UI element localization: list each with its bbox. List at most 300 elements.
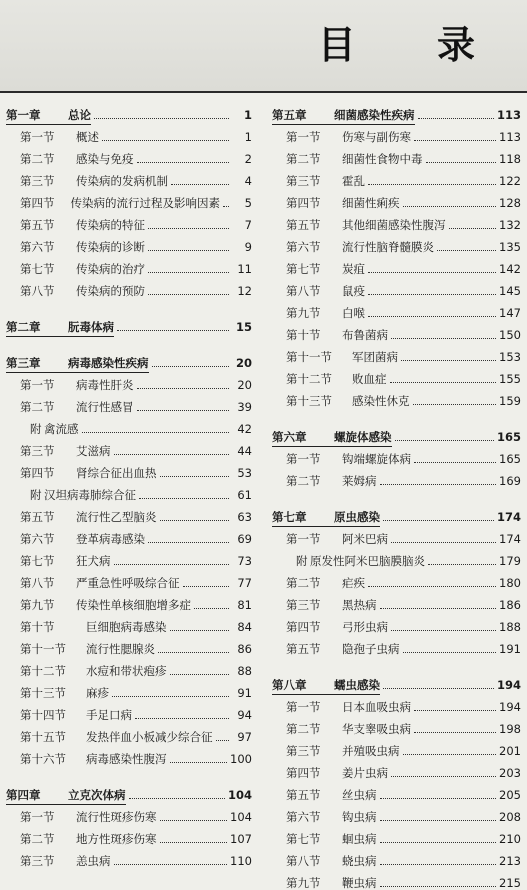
toc-entry-number: 第十五节 (20, 730, 66, 744)
toc-entry-title: 败血症 (352, 372, 387, 386)
toc-entry-page: 91 (237, 686, 252, 700)
dot-leader (114, 454, 230, 455)
toc-entry-title: 莱姆病 (342, 474, 377, 488)
toc-entry-number: 第六节 (286, 810, 321, 824)
toc-section-entry[interactable] (6, 188, 252, 210)
dot-leader (395, 440, 494, 441)
toc-section-entry[interactable] (272, 386, 521, 408)
toc-entry-title: 传染病的诊断 (76, 240, 145, 254)
toc-section-entry[interactable] (272, 824, 521, 846)
toc-entry-page: 180 (499, 576, 521, 590)
toc-entry-page: 194 (499, 700, 521, 714)
toc-entry-title: 钩虫病 (342, 810, 377, 824)
toc-entry-page: 128 (499, 196, 521, 210)
toc-section-entry[interactable] (272, 320, 521, 342)
dot-leader (183, 586, 230, 587)
toc-entry-page: 174 (499, 532, 521, 546)
toc-entry-title: 日本血吸虫病 (342, 700, 411, 714)
toc-entry-title: 麻疹 (86, 686, 109, 700)
toc-entry-title: 军团菌病 (352, 350, 398, 364)
toc-chapter-entry[interactable] (6, 100, 252, 122)
dot-leader (223, 206, 229, 207)
toc-entry-title: 立克次体病 (68, 788, 126, 802)
toc-entry-number: 第五节 (20, 218, 55, 232)
toc-entry-title: 华支睾吸虫病 (342, 722, 411, 736)
toc-entry-title: 传染病的预防 (76, 284, 145, 298)
toc-section-entry[interactable] (6, 700, 252, 722)
toc-right-column (272, 100, 521, 890)
toc-entry-number: 第三节 (20, 174, 55, 188)
toc-gap (6, 298, 252, 312)
toc-entry-title: 汉坦病毒肺综合征 (44, 488, 136, 502)
toc-entry-title: 严重急性呼吸综合征 (76, 576, 180, 590)
dot-leader (380, 864, 497, 865)
toc-entry-title: 登革病毒感染 (76, 532, 145, 546)
dot-leader (137, 388, 230, 389)
dot-leader (129, 798, 225, 799)
dot-leader (160, 820, 228, 821)
dot-leader (114, 864, 228, 865)
toc-entry-number: 第二节 (20, 152, 55, 166)
dot-leader (112, 696, 229, 697)
toc-section-entry[interactable] (6, 568, 252, 590)
toc-section-entry[interactable] (6, 436, 252, 458)
toc-entry-number: 第十一节 (286, 350, 332, 364)
toc-entry-page: 113 (496, 108, 521, 122)
toc-entry-title: 感染性休克 (352, 394, 410, 408)
dot-leader (170, 630, 230, 631)
toc-section-entry[interactable] (6, 370, 252, 392)
toc-entry-title: 流行性腮腺炎 (86, 642, 155, 656)
toc-section-entry[interactable] (272, 868, 521, 890)
toc-section-entry[interactable] (6, 276, 252, 298)
toc-gap (6, 334, 252, 348)
toc-entry-title: 蠕虫感染 (334, 678, 380, 692)
toc-entry-title: 流行性乙型脑炎 (76, 510, 157, 524)
toc-entry-page: 2 (244, 152, 252, 166)
toc-entry-number: 第五节 (286, 788, 321, 802)
toc-entry-number: 第五节 (286, 218, 321, 232)
dot-leader (148, 272, 229, 273)
toc-entry-title: 病毒性肝炎 (76, 378, 134, 392)
dot-leader (148, 294, 229, 295)
dot-leader (152, 366, 230, 367)
toc-entry-number: 第十节 (286, 328, 321, 342)
toc-entry-page: 159 (499, 394, 521, 408)
toc-entry-title: 钩端螺旋体病 (342, 452, 411, 466)
toc-entry-page: 205 (499, 788, 521, 802)
toc-chapter-entry[interactable] (6, 348, 252, 370)
toc-gap (272, 656, 521, 670)
toc-entry-page: 88 (237, 664, 252, 678)
toc-chapter-entry[interactable] (6, 780, 252, 802)
toc-section-entry[interactable] (6, 722, 252, 744)
toc-entry-page: 210 (499, 832, 521, 846)
toc-entry-page: 203 (499, 766, 521, 780)
toc-entry-number: 第四节 (286, 766, 321, 780)
toc-entry-number: 第四节 (20, 466, 55, 480)
toc-entry-page: 5 (244, 196, 252, 210)
toc-section-entry[interactable] (6, 392, 252, 414)
toc-entry-page: 113 (499, 130, 521, 144)
dot-leader (94, 118, 229, 119)
toc-entry-title: 传染病的特征 (76, 218, 145, 232)
toc-entry-title: 传染病的治疗 (76, 262, 145, 276)
toc-entry-title: 流行性脑脊髓膜炎 (342, 240, 434, 254)
toc-entry-number: 第一节 (286, 700, 321, 714)
dot-leader (148, 542, 229, 543)
toc-appendix-entry[interactable] (6, 414, 252, 436)
dot-leader (383, 520, 494, 521)
toc-entry-number: 第十三节 (20, 686, 66, 700)
toc-entry-page: 122 (499, 174, 521, 188)
toc-entry-number: 第二章 (6, 320, 41, 334)
toc-section-entry[interactable] (272, 276, 521, 298)
toc-section-entry[interactable] (272, 166, 521, 188)
header-rule (0, 91, 527, 93)
toc-entry-title: 传染病的流行过程及影响因素 (70, 196, 220, 210)
toc-entry-number: 第四章 (6, 788, 41, 802)
toc-section-entry[interactable] (6, 524, 252, 546)
toc-entry-page: 73 (237, 554, 252, 568)
dot-leader (391, 542, 496, 543)
toc-entry-number: 第八章 (272, 678, 307, 692)
dot-leader (426, 162, 497, 163)
toc-entry-number: 第七节 (20, 554, 55, 568)
toc-entry-title: 流行性感冒 (76, 400, 134, 414)
toc-entry-title: 白喉 (342, 306, 365, 320)
dot-leader (139, 498, 229, 499)
dot-leader (137, 410, 230, 411)
toc-entry-number: 第六节 (20, 532, 55, 546)
toc-entry-number: 第七节 (20, 262, 55, 276)
toc-section-entry[interactable] (272, 524, 521, 546)
toc-entry-number: 第五节 (286, 642, 321, 656)
dot-leader (428, 564, 496, 565)
dot-leader (403, 652, 497, 653)
toc-entry-page: 4 (244, 174, 252, 188)
toc-entry-page: 81 (237, 598, 252, 612)
toc-entry-title: 细菌感染性疾病 (334, 108, 415, 122)
dot-leader (414, 710, 496, 711)
toc-section-entry[interactable] (272, 210, 521, 232)
toc-entry-number: 第六节 (286, 240, 321, 254)
toc-section-entry[interactable] (272, 590, 521, 612)
toc-entry-number: 第一节 (20, 378, 55, 392)
toc-entry-title: 蛲虫病 (342, 854, 377, 868)
toc-entry-number: 第八节 (286, 284, 321, 298)
toc-entry-page: 186 (499, 598, 521, 612)
toc-entry-number: 第二节 (286, 576, 321, 590)
toc-entry-page: 208 (499, 810, 521, 824)
toc-appendix-entry[interactable] (272, 546, 521, 568)
toc-entry-title: 总论 (68, 108, 91, 122)
toc-section-entry[interactable] (272, 188, 521, 210)
toc-entry-page: 7 (244, 218, 252, 232)
toc-section-entry[interactable] (272, 444, 521, 466)
toc-entry-title: 伤寒与副伤寒 (342, 130, 411, 144)
toc-entry-number: 第十三节 (286, 394, 332, 408)
toc-entry-page: 20 (237, 378, 252, 392)
toc-entry-page: 132 (499, 218, 521, 232)
toc-entry-page: 15 (235, 320, 252, 334)
toc-entry-title: 疟疾 (342, 576, 365, 590)
toc-section-entry[interactable] (6, 458, 252, 480)
toc-entry-title: 手足口病 (86, 708, 132, 722)
dot-leader (413, 404, 497, 405)
toc-entry-title: 弓形虫病 (342, 620, 388, 634)
toc-entry-number: 第五节 (20, 510, 55, 524)
toc-entry-number: 第十节 (20, 620, 55, 634)
dot-leader (160, 476, 230, 477)
toc-section-entry[interactable] (272, 568, 521, 590)
toc-section-entry[interactable] (6, 634, 252, 656)
toc-entry-title: 感染与免疫 (76, 152, 134, 166)
toc-entry-title: 传染性单核细胞增多症 (76, 598, 191, 612)
toc-entry-number: 第二节 (286, 474, 321, 488)
toc-entry-page: 155 (499, 372, 521, 386)
toc-chapter-entry[interactable] (272, 502, 521, 524)
toc-entry-number: 第九节 (286, 876, 321, 890)
toc-entry-title: 肾综合征出血热 (76, 466, 157, 480)
toc-section-entry[interactable] (6, 144, 252, 166)
dot-leader (194, 608, 229, 609)
toc-entry-number: 第一节 (286, 130, 321, 144)
toc-entry-page: 104 (230, 810, 252, 824)
dot-leader (117, 330, 229, 331)
toc-entry-page: 165 (496, 430, 521, 444)
toc-chapter-entry[interactable] (272, 422, 521, 444)
toc-entry-number: 第九节 (20, 598, 55, 612)
dot-leader (418, 118, 494, 119)
dot-leader (391, 776, 496, 777)
toc-entry-page: 100 (230, 752, 252, 766)
toc-entry-page: 39 (237, 400, 252, 414)
toc-gap (272, 488, 521, 502)
dot-leader (414, 732, 496, 733)
dot-leader (135, 718, 229, 719)
dot-leader (380, 886, 497, 887)
toc-entry-page: 174 (496, 510, 521, 524)
dot-leader (391, 630, 496, 631)
toc-section-entry[interactable] (272, 634, 521, 656)
toc-entry-page: 44 (237, 444, 252, 458)
dot-leader (414, 462, 496, 463)
toc-entry-title: 霍乱 (342, 174, 365, 188)
dot-leader (383, 688, 494, 689)
toc-entry-page: 1 (243, 108, 252, 122)
toc-entry-number: 第七节 (286, 832, 321, 846)
toc-entry-title: 蛔虫病 (342, 832, 377, 846)
toc-entry-page: 191 (499, 642, 521, 656)
toc-entry-page: 169 (499, 474, 521, 488)
toc-entry-number: 附 (30, 422, 42, 436)
dot-leader (368, 184, 496, 185)
toc-entry-page: 84 (237, 620, 252, 634)
dot-leader (414, 140, 496, 141)
dot-leader (160, 842, 228, 843)
toc-section-entry[interactable] (272, 122, 521, 144)
toc-entry-title: 艾滋病 (76, 444, 111, 458)
toc-entry-title: 细菌性痢疾 (342, 196, 400, 210)
toc-entry-title: 黑热病 (342, 598, 377, 612)
dot-leader (171, 184, 229, 185)
toc-gap (272, 408, 521, 422)
toc-section-entry[interactable] (272, 612, 521, 634)
toc-entry-title: 姜片虫病 (342, 766, 388, 780)
toc-section-entry[interactable] (272, 232, 521, 254)
toc-entry-title: 其他细菌感染性腹泻 (342, 218, 446, 232)
dot-leader (380, 798, 497, 799)
toc-entry-page: 97 (237, 730, 252, 744)
toc-entry-title: 布鲁菌病 (342, 328, 388, 342)
toc-gap (6, 766, 252, 780)
toc-appendix-entry[interactable] (6, 480, 252, 502)
toc-section-entry[interactable] (6, 744, 252, 766)
toc-entry-title: 狂犬病 (76, 554, 111, 568)
toc-entry-number: 第二节 (286, 722, 321, 736)
toc-entry-number: 第八节 (20, 284, 55, 298)
toc-entry-number: 第四节 (286, 620, 321, 634)
toc-section-entry[interactable] (6, 232, 252, 254)
toc-section-entry[interactable] (6, 846, 252, 868)
toc-section-entry[interactable] (272, 466, 521, 488)
toc-entry-page: 20 (235, 356, 252, 370)
toc-entry-title: 病毒感染性疾病 (68, 356, 149, 370)
dot-leader (114, 564, 230, 565)
toc-entry-page: 77 (237, 576, 252, 590)
toc-section-entry[interactable] (272, 298, 521, 320)
toc-entry-title: 螺旋体感染 (334, 430, 392, 444)
toc-entry-page: 104 (227, 788, 252, 802)
toc-entry-number: 第一节 (20, 130, 55, 144)
toc-entry-title: 病毒感染性腹泻 (86, 752, 167, 766)
toc-entry-number: 第四节 (286, 196, 321, 210)
toc-entry-page: 215 (499, 876, 521, 890)
toc-section-entry[interactable] (6, 802, 252, 824)
toc-entry-number: 第五章 (272, 108, 307, 122)
toc-entry-page: 1 (244, 130, 252, 144)
toc-section-entry[interactable] (6, 678, 252, 700)
toc-entry-page: 201 (499, 744, 521, 758)
dot-leader (148, 228, 229, 229)
dot-leader (368, 294, 496, 295)
dot-leader (380, 842, 497, 843)
toc-entry-number: 第一章 (6, 108, 41, 122)
toc-entry-page: 63 (237, 510, 252, 524)
toc-entry-title: 禽流感 (44, 422, 79, 436)
toc-entry-number: 第十一节 (20, 642, 66, 656)
toc-section-entry[interactable] (272, 758, 521, 780)
dot-leader (401, 360, 496, 361)
toc-entry-title: 地方性斑疹伤寒 (76, 832, 157, 846)
toc-section-entry[interactable] (6, 254, 252, 276)
toc-section-entry[interactable] (272, 714, 521, 736)
toc-entry-number: 第二节 (286, 152, 321, 166)
toc-entry-title: 流行性斑疹伤寒 (76, 810, 157, 824)
toc-entry-number: 第十六节 (20, 752, 66, 766)
toc-entry-number: 第一节 (20, 810, 55, 824)
dot-leader (158, 652, 229, 653)
dot-leader (170, 762, 228, 763)
dot-leader (137, 162, 230, 163)
toc-section-entry[interactable] (272, 254, 521, 276)
toc-entry-page: 179 (499, 554, 521, 568)
toc-section-entry[interactable] (6, 546, 252, 568)
toc-entry-title: 原发性阿米巴脑膜脑炎 (310, 554, 425, 568)
toc-entry-page: 198 (499, 722, 521, 736)
toc-section-entry[interactable] (272, 780, 521, 802)
toc-entry-title: 原虫感染 (334, 510, 380, 524)
toc-entry-number: 第三节 (20, 444, 55, 458)
page-title: 目 录 (317, 22, 509, 67)
toc-entry-page: 213 (499, 854, 521, 868)
toc-entry-number: 第九节 (286, 306, 321, 320)
toc-entry-title: 发热伴血小板减少综合征 (86, 730, 213, 744)
toc-section-entry[interactable] (272, 692, 521, 714)
toc-chapter-entry[interactable] (272, 670, 521, 692)
toc-entry-title: 鞭虫病 (342, 876, 377, 890)
toc-entry-title: 丝虫病 (342, 788, 377, 802)
dot-leader (380, 820, 497, 821)
toc-entry-page: 94 (237, 708, 252, 722)
toc-entry-number: 第三节 (20, 854, 55, 868)
toc-chapter-entry[interactable] (272, 100, 521, 122)
dot-leader (160, 520, 230, 521)
toc-section-entry[interactable] (6, 166, 252, 188)
dot-leader (403, 754, 497, 755)
dot-leader (170, 674, 230, 675)
toc-section-entry[interactable] (272, 802, 521, 824)
toc-section-entry[interactable] (6, 824, 252, 846)
toc-entry-page: 188 (499, 620, 521, 634)
dot-leader (437, 250, 496, 251)
toc-section-entry[interactable] (6, 502, 252, 524)
toc-section-entry[interactable] (272, 144, 521, 166)
dot-leader (391, 338, 496, 339)
toc-entry-page: 194 (496, 678, 521, 692)
dot-leader (148, 250, 229, 251)
toc-entry-page: 165 (499, 452, 521, 466)
toc-chapter-entry[interactable] (6, 312, 252, 334)
toc-entry-number: 第十二节 (20, 664, 66, 678)
toc-section-entry[interactable] (6, 612, 252, 634)
toc-section-entry[interactable] (6, 590, 252, 612)
toc-entry-page: 110 (230, 854, 252, 868)
toc-entry-number: 第三节 (286, 744, 321, 758)
toc-section-entry[interactable] (6, 656, 252, 678)
toc-entry-page: 142 (499, 262, 521, 276)
toc-section-entry[interactable] (6, 122, 252, 144)
dot-leader (82, 432, 230, 433)
toc-left-column (6, 100, 252, 868)
toc-section-entry[interactable] (272, 846, 521, 868)
toc-entry-page: 9 (244, 240, 252, 254)
toc-section-entry[interactable] (272, 736, 521, 758)
toc-section-entry[interactable] (272, 364, 521, 386)
dot-leader (216, 740, 230, 741)
dot-leader (102, 140, 229, 141)
toc-section-entry[interactable] (6, 210, 252, 232)
toc-entry-number: 第三节 (286, 174, 321, 188)
toc-entry-number: 附 (296, 554, 308, 568)
toc-entry-number: 第六节 (20, 240, 55, 254)
toc-entry-number: 第四节 (20, 196, 55, 210)
toc-entry-page: 69 (237, 532, 252, 546)
toc-section-entry[interactable] (272, 342, 521, 364)
toc-entry-number: 第六章 (272, 430, 307, 444)
dot-leader (368, 586, 496, 587)
